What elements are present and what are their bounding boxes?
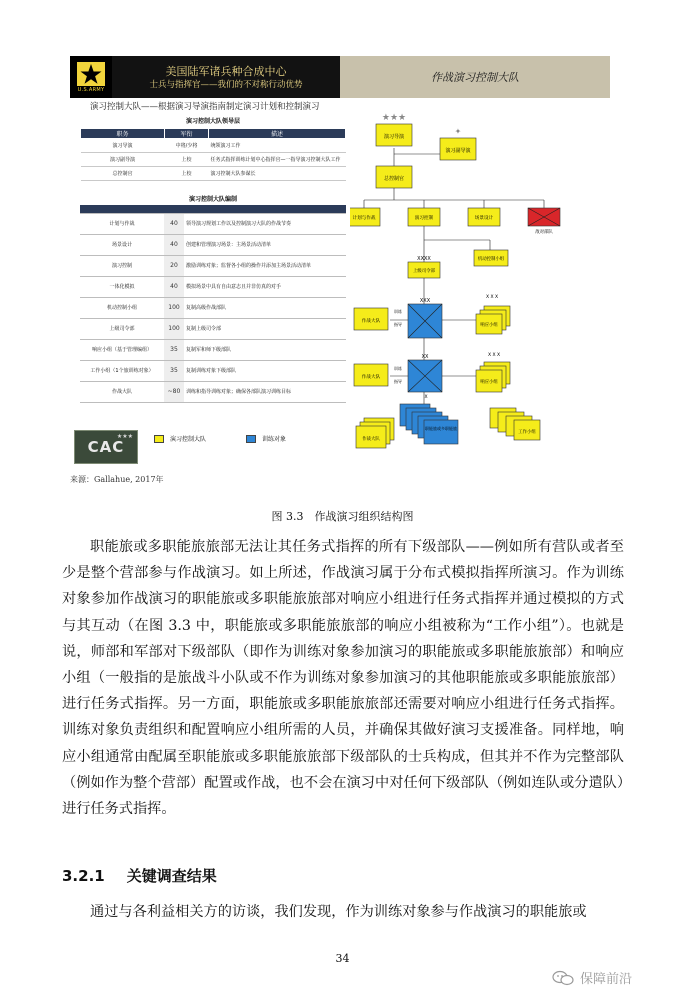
org-node-response-group-2	[476, 352, 510, 392]
leader-rank: 上校	[165, 167, 209, 181]
svg-text:演习控制: 演习控制	[414, 216, 434, 221]
org-node-training-brigades	[400, 394, 458, 444]
staff-count: 40	[164, 276, 184, 297]
table-row	[80, 360, 346, 381]
figure-caption: 图 3.3 作战演习组织结构图	[271, 510, 414, 523]
org-node-corps	[408, 298, 442, 338]
svg-text:职能旅或多职能旅: 职能旅或多职能旅	[425, 426, 457, 431]
table-row	[80, 276, 346, 297]
banner-right-panel	[340, 56, 610, 98]
staff-name: 场景设计	[80, 234, 164, 255]
staff-count: 40	[164, 213, 184, 234]
legend-label: 演习控制大队	[170, 436, 207, 443]
svg-text:响应小组: 响应小组	[480, 380, 498, 385]
staff-count: ~80	[164, 381, 184, 402]
banner-subtitle: 士兵与指挥官——我们的不对称行动优势	[149, 79, 303, 90]
staff-desc: 训练和指导训练对象；确保各部队演习训练目标	[184, 381, 346, 402]
org-label: 演习导演	[383, 134, 405, 140]
legend-swatch-blue	[246, 435, 256, 443]
legend-item-exercise-control	[154, 434, 206, 443]
leaders-header-role: 职务	[81, 129, 165, 139]
leader-rank: 中将/少将	[165, 139, 209, 153]
svg-text:场景设计: 场景设计	[474, 216, 494, 221]
staff-count: 20	[164, 255, 184, 276]
svg-text:计划与作战: 计划与作战	[352, 216, 376, 221]
section-heading	[62, 865, 217, 886]
staff-name: 机动控制小组	[80, 297, 164, 318]
org-node-deputy	[440, 127, 476, 160]
staff-name: 工作小组（1个旅训练对象）	[80, 360, 164, 381]
svg-text:敌对部队: 敌对部队	[535, 230, 553, 235]
leader-desc: 演习控制大队参谋长	[209, 167, 346, 181]
svg-text:XXXX: XXXX	[417, 256, 431, 262]
staff-name: 作战大队	[80, 381, 164, 402]
staff-name: 上级司令部	[80, 318, 164, 339]
org-node-ops-group-2	[354, 364, 388, 386]
leader-role: 演习导演	[81, 139, 165, 153]
staff-count: 35	[164, 339, 184, 360]
staff-desc: 激励训练对象；监督各小组的操作并添加主场景活动清单	[184, 255, 346, 276]
svg-text:X: X	[424, 395, 428, 400]
staff-name: 演习控制	[80, 255, 164, 276]
table-row	[80, 318, 346, 339]
svg-text:X X X: X X X	[485, 295, 499, 300]
body-paragraph-2: 通过与各利益相关方的访谈，我们发现，作为训练对象参与作战演习的职能旅或	[90, 904, 587, 920]
banner-title: 美国陆军诸兵种合成中心	[165, 64, 287, 78]
svg-text:XXX: XXX	[419, 298, 431, 304]
table-row	[80, 234, 346, 255]
staff-desc: 模拟场景中具有自由意志且并非仿真的对手	[184, 276, 346, 297]
staff-desc: 复制高级作战部队	[184, 297, 346, 318]
watermark-text: 保障前沿	[580, 972, 633, 987]
org-node-control	[408, 208, 440, 226]
org-node-response-group-1	[476, 294, 510, 334]
train-label: 训练	[394, 309, 402, 314]
org-node-division	[408, 354, 442, 392]
leader-role: 演习副导演	[81, 153, 165, 167]
figure-3-3	[70, 100, 610, 486]
table-row	[80, 339, 346, 360]
staff-name: 响应小组（基于管理编组）	[80, 339, 164, 360]
org-node-director	[376, 113, 412, 146]
svg-text:工作小组: 工作小组	[518, 430, 536, 435]
org-node-opfor	[528, 208, 560, 235]
stars-icon: ★★★	[116, 433, 133, 440]
leaders-header-rank: 军衔	[165, 129, 209, 139]
staff-desc: 复制军和师下级部队	[184, 339, 346, 360]
army-logo-text: U.S.ARMY	[77, 87, 105, 93]
leaders-table	[80, 128, 346, 181]
section-number: 3.2.1	[62, 867, 105, 885]
staff-name: 一体化模拟	[80, 276, 164, 297]
staff-count: 40	[164, 234, 184, 255]
svg-text:XX: XX	[421, 354, 429, 360]
header-banner	[70, 56, 610, 98]
leader-rank: 上校	[165, 153, 209, 167]
staff-count: 100	[164, 318, 184, 339]
table-row	[81, 139, 346, 153]
watermark	[552, 968, 632, 987]
staff-count: 100	[164, 297, 184, 318]
guide-label: 指导	[394, 379, 402, 384]
guide-label: 指导	[394, 322, 402, 327]
svg-text:作战大队: 作战大队	[361, 319, 381, 324]
staff-table-title: 演习控制大队编制	[188, 196, 237, 203]
staff-desc: 复制训练对象下级部队	[184, 360, 346, 381]
svg-text:X X X: X X X	[487, 353, 501, 358]
section-title: 关键调查结果	[126, 867, 217, 885]
org-node-ops-group-1	[354, 308, 388, 330]
cac-logo	[74, 430, 138, 464]
org-chart	[350, 108, 610, 464]
banner-right-title: 作战演习控制大队	[431, 71, 519, 84]
table-row	[80, 297, 346, 318]
svg-text:响应小组: 响应小组	[480, 323, 498, 328]
legend-label: 训练对象	[262, 436, 287, 443]
figure-top-caption: 演习控制大队——根据演习导演指南制定演习计划和控制演习	[90, 102, 320, 112]
org-node-higher-hq	[408, 256, 440, 278]
legend-item-training-audience	[246, 434, 286, 443]
leader-desc: 任务式指挥训练计划中心指挥官—一指导演习控制大队工作	[209, 153, 346, 167]
table-row	[80, 213, 346, 234]
army-star-icon	[76, 61, 106, 87]
army-logo	[70, 56, 112, 98]
wechat-icon	[552, 970, 574, 986]
org-node-maneuver	[474, 250, 508, 266]
staff-desc: 创建和管理演习场景：主场景活动清单	[184, 234, 346, 255]
leaders-header-desc: 描述	[209, 129, 346, 139]
svg-text:★★★: ★★★	[381, 113, 407, 123]
figure-source: 来源：Gallahue, 2017年	[70, 475, 164, 484]
leader-role: 总控制官	[81, 167, 165, 181]
table-row	[81, 153, 346, 167]
staff-name: 计划与作战	[80, 213, 164, 234]
svg-text:作战大队: 作战大队	[362, 437, 380, 442]
leaders-table-title: 演习控制大队领导层	[185, 118, 240, 125]
legend-swatch-yellow	[154, 435, 164, 443]
table-row	[80, 255, 346, 276]
banner-left-panel	[70, 56, 340, 98]
org-node-scenario	[468, 208, 500, 226]
svg-text:机动控制小组: 机动控制小组	[477, 257, 505, 262]
staff-desc: 复制上级司令部	[184, 318, 346, 339]
svg-text:✦: ✦	[454, 127, 462, 136]
staff-desc: 领导演习规划工作以及控制演习大队的作战节奏	[184, 213, 346, 234]
org-node-chief	[376, 166, 412, 188]
svg-text:作战大队: 作战大队	[361, 375, 381, 380]
org-node-plan-ops	[350, 208, 380, 226]
staff-table	[80, 205, 346, 403]
org-node-ops-group-3	[356, 418, 394, 448]
cac-logo-text: CAC	[87, 438, 125, 456]
org-label: 总控制官	[383, 176, 405, 182]
org-node-work-groups	[490, 408, 540, 440]
body-paragraph-1: 职能旅或多职能旅旅部无法让其任务式指挥的所有下级部队——例如所有营队或者至少是整个营部参与作战演习。如上所述，作战演习属于分布式模拟指挥所演习。作为训练对象参加作战演习的职能旅或多职能旅旅部对响应小组进行任务式指挥并通过模拟的方式与其互动（在图 3.3 中，职能旅或多职能旅旅部的响应小组被称为“工作小组”）。也就是说，师部和军部对下级部队（即作为训练对象参加演习的职能旅或多职能旅旅部）和响应小组（一般指的是旅战斗小队或不作为训练对象参加演习的其他职能旅或多职能旅旅部）进行任务式指挥。另一方面，职能旅或多职能旅旅部还需要对响应小组进行任务式指挥。训练对象负责组织和配置响应小组所需的人员，并确保其做好演习支援准备。同样地，响应小组通常由配属至职能旅或多职能旅旅部下级部队的士兵构成，但其并不作为完整部队（例如作为整个营部）配置或作战，也不会在演习中对任何下级部队（例如连队或分遣队）进行任务式指挥。	[62, 539, 624, 818]
page-number: 34	[335, 952, 350, 965]
leader-desc: 统领演习工作	[209, 139, 346, 153]
svg-text:上级司令部: 上级司令部	[413, 269, 435, 274]
table-row	[80, 381, 346, 402]
staff-count: 35	[164, 360, 184, 381]
table-row	[81, 167, 346, 181]
train-label: 训练	[394, 366, 402, 371]
org-label: 演习副导演	[445, 148, 471, 154]
